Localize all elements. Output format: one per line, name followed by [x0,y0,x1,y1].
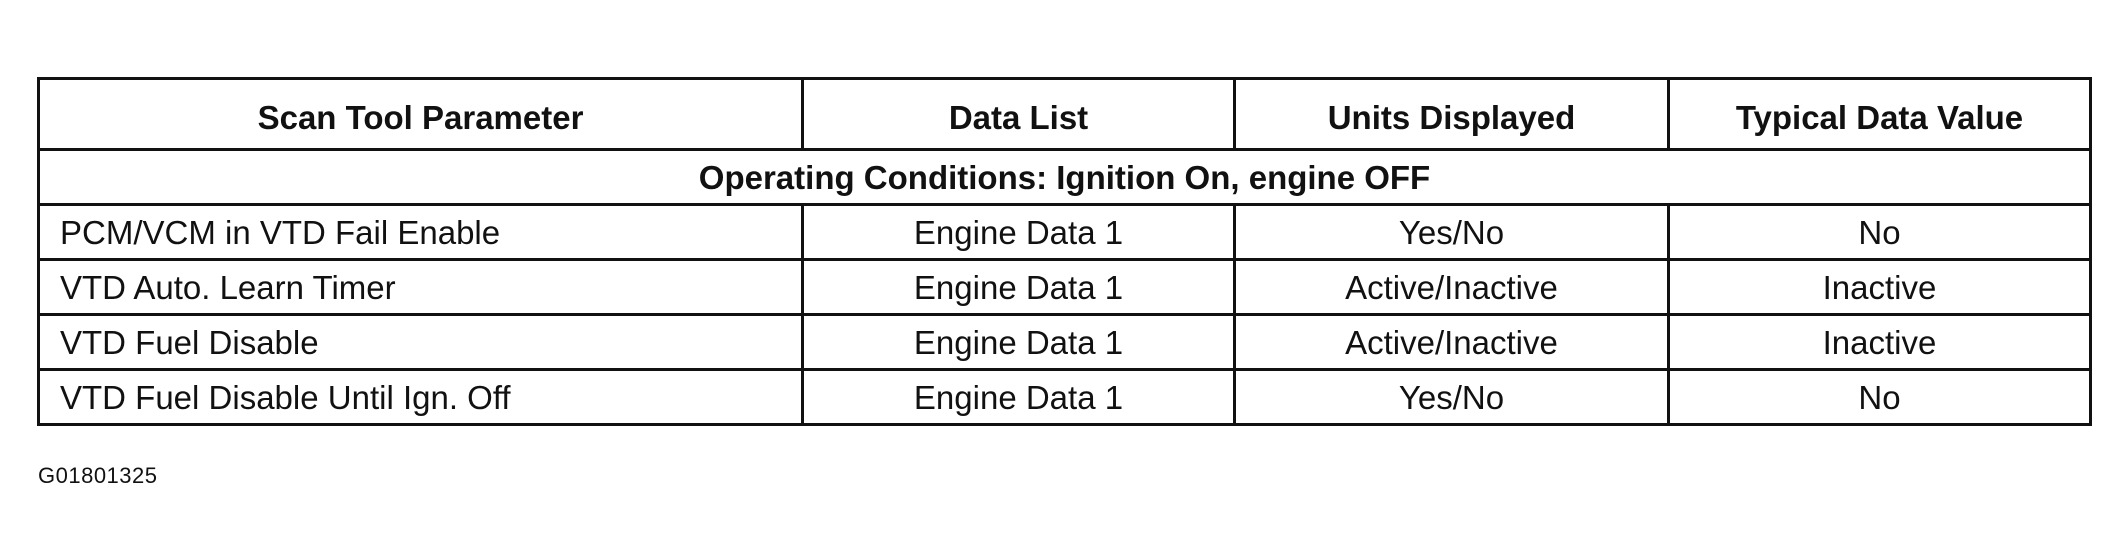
cell-units: Active/Inactive [1235,260,1669,315]
cell-units: Active/Inactive [1235,315,1669,370]
header-data-list: Data List [803,79,1235,150]
scan-tool-data-table [37,77,2092,426]
header-units-displayed: Units Displayed [1235,79,1669,150]
header-typical-data-value: Typical Data Value [1669,79,2091,150]
cell-data-list: Engine Data 1 [803,260,1235,315]
cell-typical-value: Inactive [1669,260,2091,315]
table-header [39,79,2091,150]
table-body [39,150,2091,425]
cell-units: Yes/No [1235,370,1669,425]
table-row [39,205,2091,260]
table-row [39,370,2091,425]
header-row [39,79,2091,150]
table-row [39,315,2091,370]
cell-parameter: VTD Auto. Learn Timer [39,260,803,315]
header-scan-tool-parameter: Scan Tool Parameter [39,79,803,150]
cell-data-list: Engine Data 1 [803,370,1235,425]
cell-typical-value: No [1669,370,2091,425]
cell-typical-value: No [1669,205,2091,260]
cell-data-list: Engine Data 1 [803,205,1235,260]
section-row [39,150,2091,205]
section-title: Operating Conditions: Ignition On, engine OFF [39,150,2091,205]
cell-parameter: VTD Fuel Disable [39,315,803,370]
table-row [39,260,2091,315]
cell-data-list: Engine Data 1 [803,315,1235,370]
cell-parameter: VTD Fuel Disable Until Ign. Off [39,370,803,425]
cell-typical-value: Inactive [1669,315,2091,370]
cell-units: Yes/No [1235,205,1669,260]
cell-parameter: PCM/VCM in VTD Fail Enable [39,205,803,260]
figure-id: G01801325 [38,463,158,488]
